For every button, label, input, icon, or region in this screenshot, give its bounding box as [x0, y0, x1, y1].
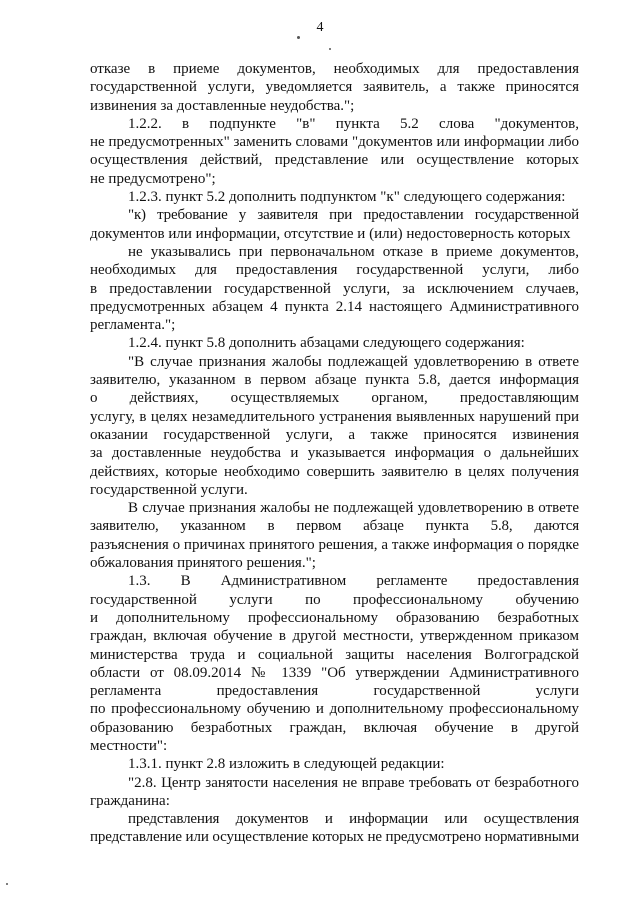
text-line: представление или осуществление которых не предусмотрено нормативными [90, 829, 579, 846]
text-line: образованию безработных граждан, включая обучение в другой [90, 719, 579, 736]
text-line: по профессиональному обучению и дополнительному профессиональному [90, 701, 579, 718]
text-line: в предоставлении государственной услуги, за исключением случаев, [90, 280, 579, 297]
text-line: регламента."; [90, 317, 176, 334]
text-line: "2.8. Центр занятости населения не вправе требовать от безработного [128, 774, 579, 791]
text-line: заявителю, указанном в первом абзаце пункта 5.8, даются [90, 518, 579, 535]
text-line: за доставленные неудобства и указывается информация о дальнейших [90, 445, 579, 462]
text-line: "В случае признания жалобы подлежащей удовлетворению в ответе [128, 353, 579, 370]
text-line: заявителю, указанном в первом абзаце пункта 5.8, дается информация [90, 372, 579, 389]
text-line: услугу, в целях незамедлительного устранения выявленных нарушений при [90, 408, 579, 425]
text-line: действиях, которые необходимо совершить заявителю в целях получения [90, 463, 579, 480]
text-line: отказе в приеме документов, необходимых для предоставления [90, 61, 579, 77]
text-line: 1.2.3. пункт 5.2 дополнить подпунктом "к" следующего содержания: [128, 189, 566, 206]
text-line: 1.2.4. пункт 5.8 дополнить абзацами следующего содержания: [128, 335, 525, 352]
document-body [90, 60, 579, 847]
text-line: 1.3. В Административном регламенте предоставления [128, 573, 579, 590]
text-line: о действиях, осуществляемых органом, предоставляющим [90, 390, 579, 407]
text-line: регламента предоставления государственной услуги [90, 683, 579, 700]
text-line: разъяснения о причинах принятого решения, а также информация о порядке [90, 536, 579, 553]
text-line: и дополнительному профессиональному образованию безработных [90, 609, 579, 626]
text-line: местности": [90, 737, 168, 754]
text-line: предусмотренных абзацем 4 пункта 2.14 настоящего Административного [90, 298, 579, 315]
text-line: необходимых для предоставления государственной услуги, либо [90, 262, 579, 279]
text-line: не предусмотренных" заменить словами "документов или информации либо [90, 134, 579, 151]
text-line: не предусмотрено"; [90, 170, 216, 187]
text-line: В случае признания жалобы не подлежащей удовлетворению в ответе [128, 500, 579, 517]
text-line: извинения за доставленные неудобства."; [90, 97, 355, 114]
text-line: гражданина: [90, 792, 170, 809]
text-line: государственной услуги по профессиональному обучению [90, 591, 579, 608]
text-line: 1.3.1. пункт 2.8 изложить в следующей редакции: [128, 756, 445, 773]
page-number: 4 [316, 20, 324, 35]
text-line: "к) требование у заявителя при предоставлении государственной [128, 207, 579, 224]
text-line: не указывались при первоначальном отказе в приеме документов, [128, 243, 579, 260]
scan-speck [329, 48, 331, 50]
text-line: 1.2.2. в подпункте "в" пункта 5.2 слова "документов, [128, 115, 579, 132]
text-line: осуществления действий, представление или осуществление которых [90, 152, 579, 169]
text-line: оказании государственной услуги, а также приносятся извинения [90, 426, 579, 443]
scan-speck [297, 36, 300, 39]
text-line: представления документов и информации или осуществления [128, 811, 579, 828]
text-line: министерства труда и социальной защиты населения Волгоградской [90, 646, 579, 663]
text-line: документов или информации, отсутствие и (или) недостоверность которых [90, 225, 571, 242]
text-line: государственной услуги. [90, 481, 248, 498]
text-line: государственной услуги, уведомляется заявитель, а также приносятся [90, 79, 579, 96]
text-line: обжалования принятого решения."; [90, 555, 316, 572]
text-line: граждан, включая обучение в другой местности, утвержденном приказом [90, 628, 579, 645]
scan-speck [6, 883, 8, 885]
text-line: области от 08.09.2014 № 1339 "Об утверждении Административного [90, 664, 579, 681]
